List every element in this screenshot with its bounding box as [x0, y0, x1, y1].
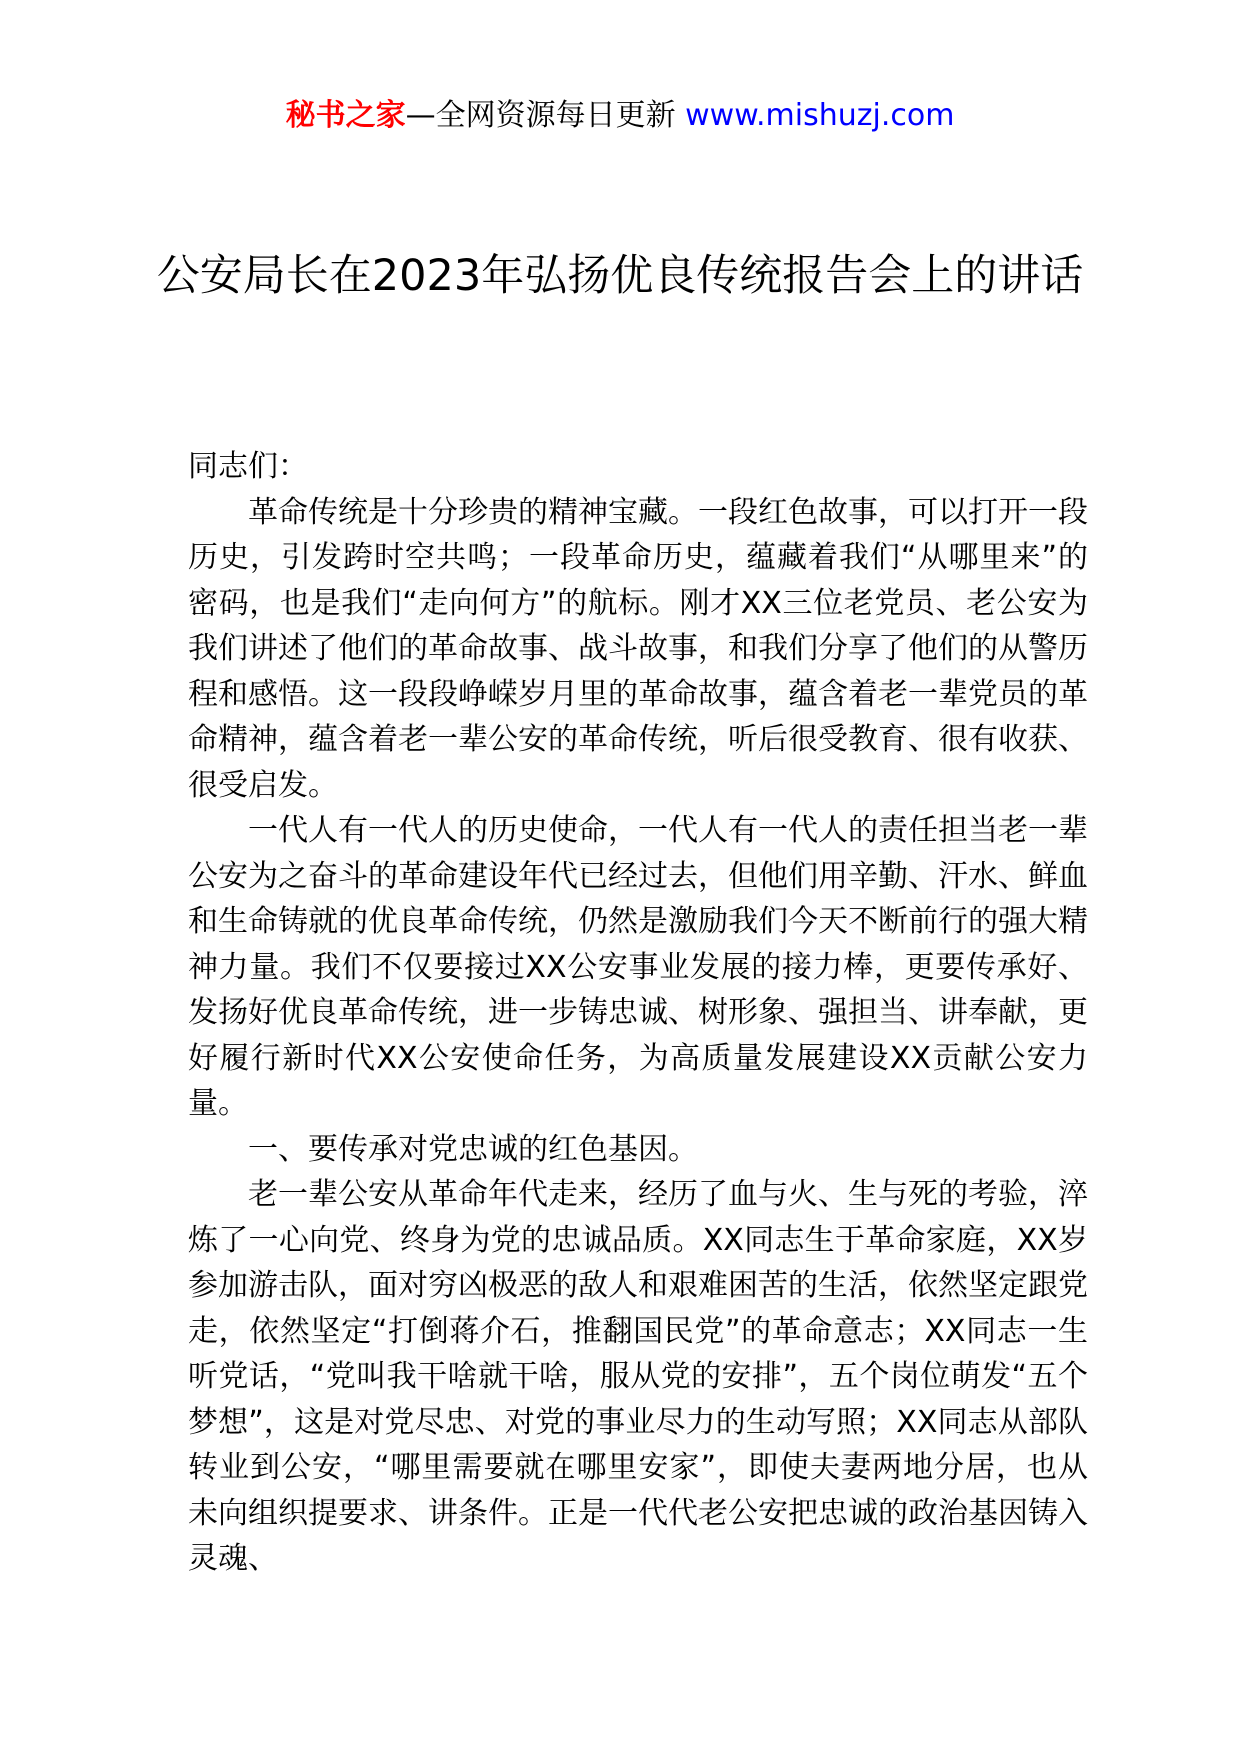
site-header	[0, 96, 1240, 136]
paragraph-2: 一代人有一代人的历史使命，一代人有一代人的责任担当老一辈公安为之奋斗的革命建设年代已经过去，但他们用辛勤、汗水、鲜血和生命铸就的优良革命传统，仍然是激励我们今天不断前行的强大精神力量。我们不仅要接过XX公安事业发展的接力棒，更要传承好、发扬好优良革命传统，进一步铸忠诚、树形象、强担当、讲奉献，更好履行新时代XX公安使命任务，为高质量发展建设XX贡献公安力量。	[188, 813, 1088, 1121]
paragraph-1: 革命传统是十分珍贵的精神宝藏。一段红色故事，可以打开一段历史，引发跨时空共鸣；一段革命历史，蕴藏着我们“从哪里来”的密码，也是我们“走向何方”的航标。刚才XX三位老党员、老公安为我们讲述了他们的革命故事、战斗故事，和我们分享了他们的从警历程和感悟。这一段段峥嵘岁月里的革命故事，蕴含着老一辈党员的革命精神，蕴含着老一辈公安的革命传统，听后很受教育、很有收获、很受启发。	[188, 494, 1088, 803]
paragraph-3: 老一辈公安从革命年代走来，经历了血与火、生与死的考验，淬炼了一心向党、终身为党的忠诚品质。XX同志生于革命家庭，XX岁参加游击队，面对穷凶极恶的敌人和艰难困苦的生活，依然坚定跟党走，依然坚定“打倒蒋介石，推翻国民党”的革命意志；XX同志一生听党话，“党叫我干啥就干啥，服从党的安排”，五个岗位萌发“五个梦想”，这是对党尽忠、对党的事业尽力的生动写照；XX同志从部队转业到公安，“哪里需要就在哪里安家”，即使夫妻两地分居，也从未向组织提要求、讲条件。正是一代代老公安把忠诚的政治基因铸入灵魂、	[188, 1177, 1088, 1576]
site-tagline: —全网资源每日更新	[405, 98, 686, 133]
site-brand: 秘书之家	[285, 98, 406, 133]
document-body	[188, 444, 1088, 1582]
site-url-link[interactable]: www.mishuzj.com	[685, 98, 955, 133]
salutation: 同志们：	[188, 449, 308, 484]
document-title: 公安局长在2023年弘扬优良传统报告会上的讲话	[156, 251, 1084, 301]
section-heading-1: 一、要传承对党忠诚的红色基因。	[248, 1131, 698, 1167]
